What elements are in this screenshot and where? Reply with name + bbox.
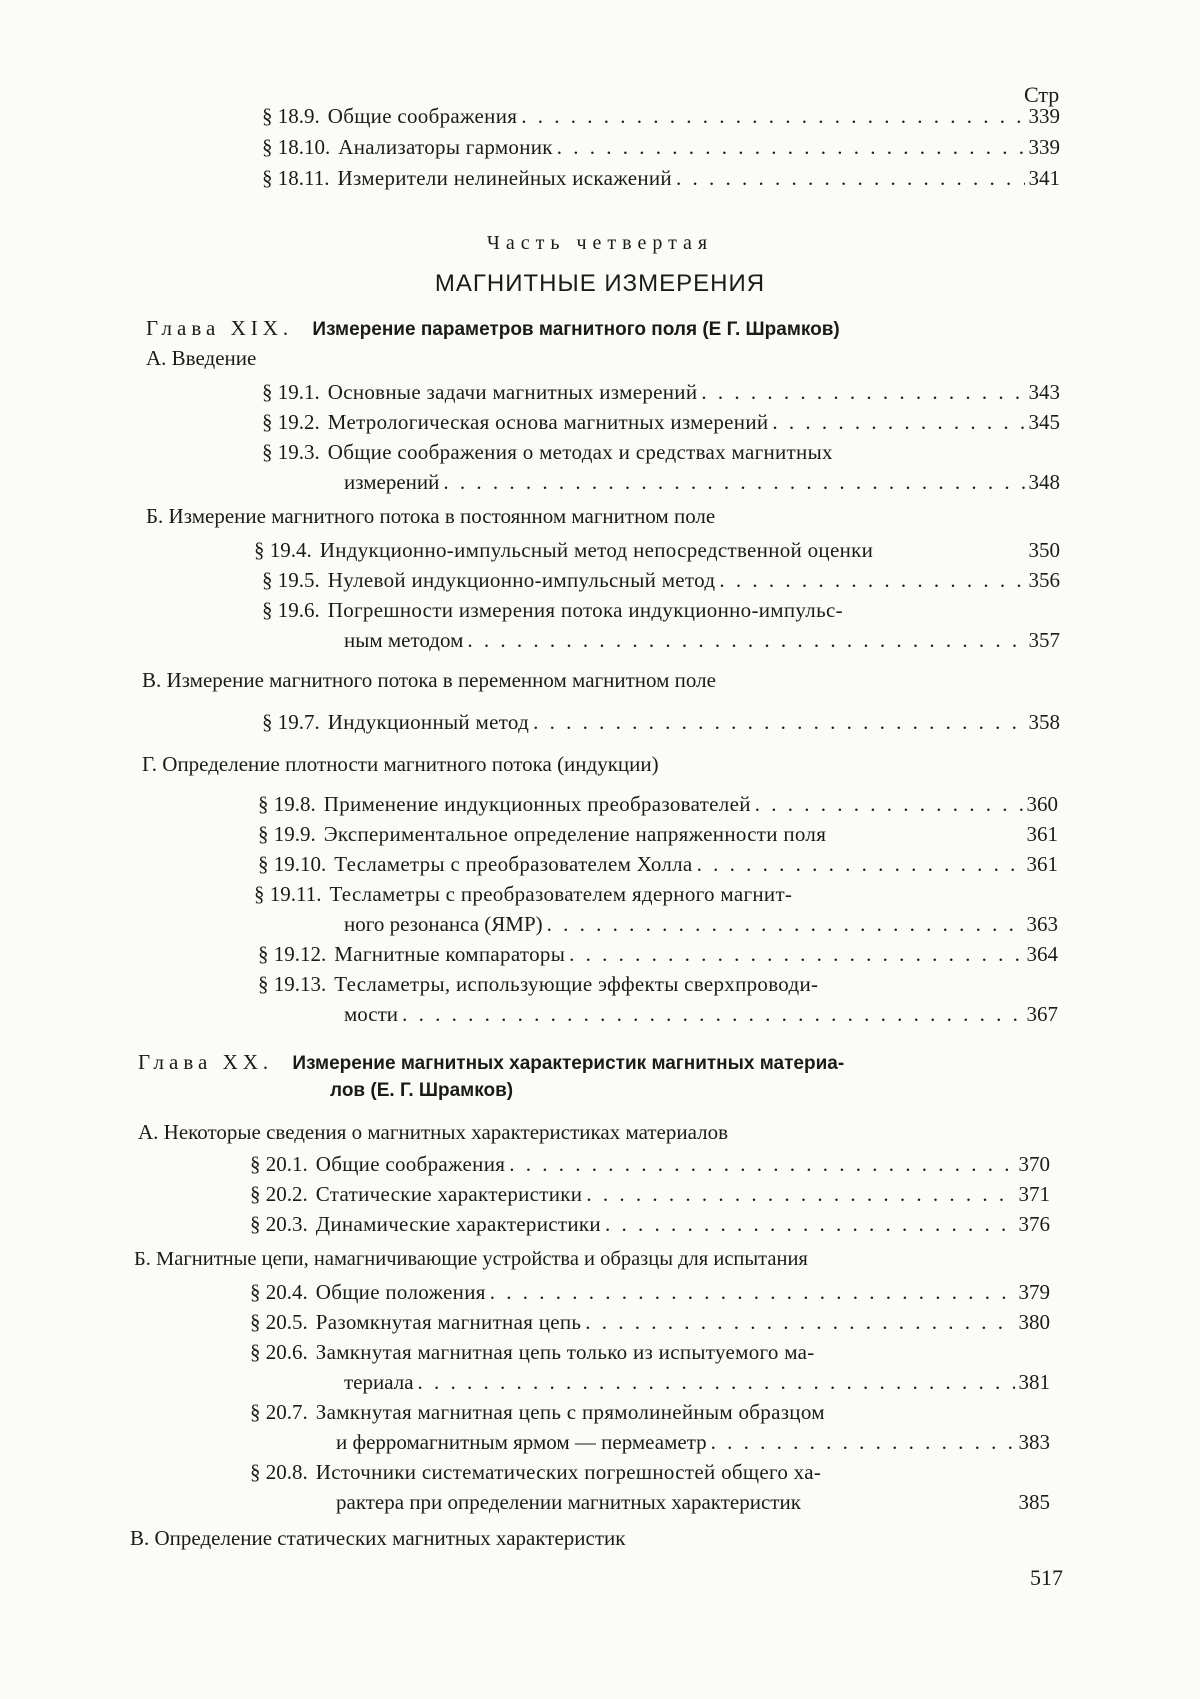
entry-number: § 19.6. bbox=[262, 598, 320, 622]
entry-page: 348 bbox=[1028, 470, 1060, 494]
entry-number: § 19.5. bbox=[262, 568, 320, 592]
toc-entry bbox=[262, 568, 1060, 596]
entry-title: Индукционно-импульсный метод непосредственной оценки bbox=[319, 538, 874, 562]
entry-title-continuation: ного резонанса (ЯМР) bbox=[344, 912, 543, 936]
entry-title: Основные задачи магнитных измерений bbox=[327, 380, 698, 404]
dot-leader bbox=[697, 852, 1023, 877]
entry-number: § 19.3. bbox=[262, 440, 320, 464]
entry-title: Замкнутая магнитная цепь только из испытуемого ма- bbox=[315, 1340, 815, 1364]
toc-entry bbox=[254, 882, 1058, 910]
section-heading: В. Определение статических магнитных характеристик bbox=[130, 1526, 626, 1550]
entry-page: 380 bbox=[1018, 1310, 1050, 1334]
chapter-heading bbox=[138, 1050, 844, 1075]
entry-page: 361 bbox=[1026, 852, 1058, 876]
toc-entry bbox=[254, 538, 1060, 566]
page-column-label: Стр bbox=[1024, 82, 1060, 107]
toc-entry bbox=[250, 1340, 1050, 1368]
entry-number: § 18.9. bbox=[262, 104, 320, 128]
entry-number: § 19.13. bbox=[258, 972, 327, 996]
entry-number: § 19.10. bbox=[258, 852, 327, 876]
entry-title-continuation: териала bbox=[344, 1370, 414, 1394]
dot-leader bbox=[557, 135, 1025, 160]
dot-leader bbox=[772, 410, 1024, 435]
entry-title: Измерители нелинейных искажений bbox=[337, 166, 672, 190]
dot-leader bbox=[585, 1310, 1014, 1335]
dot-leader bbox=[418, 1370, 1015, 1395]
entry-title: Нулевой индукционно-импульсный метод bbox=[327, 568, 716, 592]
entry-page: 367 bbox=[1026, 1002, 1058, 1026]
entry-title: Анализаторы гармоник bbox=[338, 135, 553, 159]
dot-leader bbox=[521, 104, 1024, 129]
entry-page: 339 bbox=[1028, 135, 1060, 159]
entry-title: Источники систематических погрешностей общего ха- bbox=[315, 1460, 822, 1484]
entry-number: § 19.12. bbox=[258, 942, 327, 966]
toc-entry bbox=[250, 1152, 1050, 1180]
entry-number: § 19.2. bbox=[262, 410, 320, 434]
dot-leader bbox=[490, 1280, 1015, 1305]
page-number: 517 bbox=[1030, 1565, 1063, 1590]
entry-number: § 20.4. bbox=[250, 1280, 308, 1304]
entry-page: 361 bbox=[1026, 822, 1058, 846]
entry-page: 343 bbox=[1028, 380, 1060, 404]
entry-title-continuation: рактера при определении магнитных характеристик bbox=[336, 1490, 801, 1514]
dot-leader bbox=[605, 1212, 1015, 1237]
entry-page: 345 bbox=[1028, 410, 1060, 434]
entry-title: Тесламетры с преобразователем Холла bbox=[334, 852, 693, 876]
entry-page: 350 bbox=[1028, 538, 1060, 562]
entry-page: 371 bbox=[1018, 1182, 1050, 1206]
chapter-title: Измерение магнитных характеристик магнитных материа- bbox=[292, 1053, 845, 1074]
toc-entry bbox=[258, 792, 1058, 820]
dot-leader bbox=[569, 942, 1022, 967]
toc-entry-continuation bbox=[344, 470, 1060, 498]
entry-number: § 20.3. bbox=[250, 1212, 308, 1236]
entry-page: 341 bbox=[1028, 166, 1060, 190]
entry-title: Метрологическая основа магнитных измерений bbox=[327, 410, 769, 434]
part-title: МАГНИТНЫЕ ИЗМЕРЕНИЯ bbox=[434, 270, 766, 297]
entry-number: § 19.4. bbox=[254, 538, 312, 562]
toc-entry bbox=[250, 1212, 1050, 1240]
dot-leader bbox=[719, 568, 1024, 593]
entry-page: 357 bbox=[1028, 628, 1060, 652]
entry-number: § 19.9. bbox=[258, 822, 316, 846]
entry-page: 381 bbox=[1018, 1370, 1050, 1394]
chapter-label: Глава XX. bbox=[138, 1050, 274, 1074]
entry-title: Замкнутая магнитная цепь с прямолинейным образцом bbox=[315, 1400, 825, 1424]
entry-number: § 18.11. bbox=[262, 166, 330, 190]
entry-title: Динамические характеристики bbox=[315, 1212, 601, 1236]
entry-title: Общие положения bbox=[315, 1280, 486, 1304]
entry-title: Статические характеристики bbox=[315, 1182, 583, 1206]
entry-title: Тесламетры, использующие эффекты сверхпроводи- bbox=[334, 972, 819, 996]
toc-entry bbox=[258, 972, 1058, 1000]
entry-page: 363 bbox=[1026, 912, 1058, 936]
toc-entry bbox=[250, 1280, 1050, 1308]
chapter-title: Измерение параметров магнитного поля (Е Г. Шрамков) bbox=[312, 319, 840, 340]
section-heading: В. Измерение магнитного потока в переменном магнитном поле bbox=[142, 668, 716, 692]
entry-title: Общие соображения о методах и средствах магнитных bbox=[327, 440, 833, 464]
toc-entry bbox=[262, 710, 1060, 738]
entry-number: § 20.7. bbox=[250, 1400, 308, 1424]
toc-entry-continuation bbox=[344, 1002, 1058, 1030]
toc-entry-continuation bbox=[344, 1370, 1050, 1398]
toc-entry-continuation bbox=[344, 912, 1058, 940]
entry-title: Общие соображения bbox=[315, 1152, 506, 1176]
entry-page: 383 bbox=[1018, 1430, 1050, 1454]
toc-entry bbox=[250, 1460, 1050, 1488]
entry-page: 376 bbox=[1018, 1212, 1050, 1236]
dot-leader bbox=[467, 628, 1024, 653]
entry-title-continuation: и ферромагнитным ярмом — пермеаметр bbox=[336, 1430, 707, 1454]
entry-number: § 20.2. bbox=[250, 1182, 308, 1206]
toc-entry bbox=[258, 852, 1058, 880]
entry-title-continuation: ным методом bbox=[344, 628, 464, 652]
chapter-label: Глава XIX. bbox=[146, 316, 294, 340]
entry-title: Общие соображения bbox=[327, 104, 518, 128]
entry-page: 356 bbox=[1028, 568, 1060, 592]
dot-leader bbox=[711, 1430, 1015, 1455]
toc-entry-continuation bbox=[344, 628, 1060, 656]
toc-entry bbox=[262, 380, 1060, 408]
part-label: Часть четвертая bbox=[486, 232, 714, 254]
section-heading: А. Введение bbox=[146, 346, 257, 370]
entry-title-continuation: измерений bbox=[344, 470, 440, 494]
entry-number: § 18.10. bbox=[262, 135, 331, 159]
chapter-title-continuation: лов (Е. Г. Шрамков) bbox=[330, 1080, 514, 1101]
entry-title: Тесламетры с преобразователем ядерного магнит- bbox=[329, 882, 793, 906]
entry-page: 364 bbox=[1026, 942, 1058, 966]
section-heading: А. Некоторые сведения о магнитных характеристиках материалов bbox=[138, 1120, 728, 1144]
entry-title: Магнитные компараторы bbox=[334, 942, 566, 966]
entry-number: § 20.5. bbox=[250, 1310, 308, 1334]
entry-page: 385 bbox=[1018, 1490, 1050, 1514]
entry-title: Индукционный метод bbox=[327, 710, 530, 734]
entry-number: § 20.6. bbox=[250, 1340, 308, 1364]
chapter-heading bbox=[146, 316, 840, 341]
entry-page: 370 bbox=[1018, 1152, 1050, 1176]
entry-page: 358 bbox=[1028, 710, 1060, 734]
entry-number: § 20.1. bbox=[250, 1152, 308, 1176]
entry-title: Погрешности измерения потока индукционно-импульс- bbox=[327, 598, 843, 622]
entry-number: § 19.11. bbox=[254, 882, 322, 906]
entry-page: 339 bbox=[1028, 104, 1060, 128]
section-heading: Г. Определение плотности магнитного потока (индукции) bbox=[142, 752, 659, 776]
entry-title-continuation: мости bbox=[344, 1002, 399, 1026]
entry-number: § 19.7. bbox=[262, 710, 320, 734]
dot-leader bbox=[586, 1182, 1014, 1207]
dot-leader bbox=[676, 166, 1025, 191]
dot-leader bbox=[755, 792, 1023, 817]
dot-leader bbox=[443, 470, 1024, 495]
toc-entry-continuation bbox=[336, 1430, 1050, 1458]
entry-page: 360 bbox=[1026, 792, 1058, 816]
toc-entry bbox=[262, 410, 1060, 438]
section-heading: Б. Магнитные цепи, намагничивающие устройства и образцы для испытания bbox=[134, 1248, 808, 1270]
entry-title: Экспериментальное определение напряженности поля bbox=[323, 822, 827, 846]
toc-entry bbox=[262, 135, 1060, 163]
dot-leader bbox=[509, 1152, 1014, 1177]
toc-entry bbox=[250, 1182, 1050, 1210]
dot-leader bbox=[547, 912, 1023, 937]
dot-leader bbox=[402, 1002, 1022, 1027]
entry-number: § 19.8. bbox=[258, 792, 316, 816]
toc-entry bbox=[262, 104, 1060, 132]
section-heading: Б. Измерение магнитного потока в постоянном магнитном поле bbox=[146, 504, 716, 528]
entry-number: § 19.1. bbox=[262, 380, 320, 404]
dot-leader bbox=[701, 380, 1024, 405]
toc-entry bbox=[250, 1400, 1050, 1428]
toc-entry bbox=[258, 942, 1058, 970]
entry-page: 379 bbox=[1018, 1280, 1050, 1304]
toc-entry bbox=[262, 598, 1060, 626]
toc-entry-continuation bbox=[336, 1490, 1050, 1518]
toc-entry bbox=[262, 166, 1060, 194]
entry-title: Разомкнутая магнитная цепь bbox=[315, 1310, 582, 1334]
entry-title: Применение индукционных преобразователей bbox=[323, 792, 751, 816]
toc-entry bbox=[258, 822, 1058, 850]
dot-leader bbox=[533, 710, 1024, 735]
toc-entry bbox=[262, 440, 1060, 468]
toc-entry bbox=[250, 1310, 1050, 1338]
entry-number: § 20.8. bbox=[250, 1460, 308, 1484]
